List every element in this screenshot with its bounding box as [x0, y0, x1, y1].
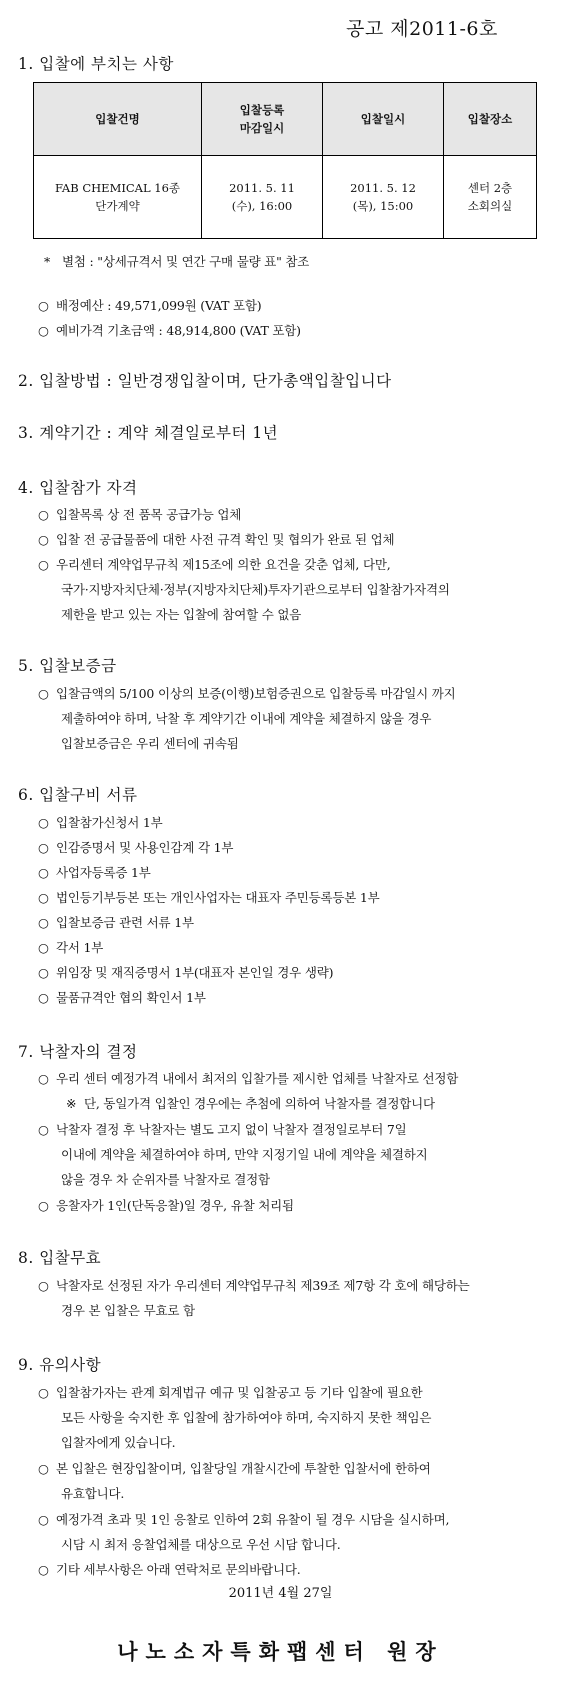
list-item-continuation: 않을 경우 차 순위자를 낙찰자로 결정함 [61, 1172, 270, 1187]
circle-bullet-icon: ○ [38, 815, 49, 830]
bid-info-table [33, 82, 537, 239]
list-item-continuation: 이내에 계약을 체결하여야 하며, 만약 지정기일 내에 계약을 체결하지 [61, 1147, 428, 1162]
section-1-title: 1. 입찰에 부치는 사항 [18, 55, 174, 73]
section-9-title: 9. 유의사항 [18, 1356, 102, 1374]
list-item-text: 각서 1부 [56, 940, 104, 955]
notice-date: 2011년 4월 27일 [228, 1586, 333, 1601]
list-item-text: 입찰 전 공급물품에 대한 사전 규격 확인 및 협의가 완료 된 업체 [56, 532, 395, 547]
cell-bid-datetime [323, 156, 444, 239]
note-text: 단, 동일가격 입찰인 경우에는 추첨에 의하여 낙찰자를 결정합니다 [84, 1096, 435, 1111]
list-item [38, 684, 456, 702]
list-item [38, 1276, 469, 1294]
list-item-continuation: 경우 본 입찰은 무효로 함 [61, 1303, 195, 1318]
list-item [38, 1120, 406, 1138]
section-8-title: 8. 입찰무효 [18, 1249, 102, 1267]
list-item [38, 1383, 422, 1401]
note-item [66, 1094, 435, 1112]
header-bid-place: 입찰장소 [444, 83, 537, 156]
section-6-title: 6. 입찰구비 서류 [18, 786, 138, 804]
list-item [38, 963, 333, 981]
list-item [38, 530, 394, 548]
list-item [38, 505, 241, 523]
list-item-text: 인감증명서 및 사용인감계 각 1부 [56, 840, 234, 855]
list-item [38, 1459, 431, 1477]
section-5-title: 5. 입찰보증금 [18, 657, 117, 675]
cell-bid-name [34, 156, 202, 239]
header-bid-datetime: 입찰일시 [323, 83, 444, 156]
circle-bullet-icon: ○ [38, 940, 49, 955]
list-item [38, 1069, 458, 1087]
circle-bullet-icon: ○ [38, 865, 49, 880]
cell-bid-name-line1: FAB CHEMICAL 16종 [54, 181, 181, 195]
header-registration-line2: 마감일시 [239, 121, 285, 135]
reference-mark-icon: ※ [66, 1096, 77, 1111]
base-price-text: 예비가격 기초금액 : 48,914,800 (VAT 포함) [56, 323, 301, 338]
list-item-text: 기타 세부사항은 아래 연락처로 문의바랍니다. [56, 1562, 301, 1577]
circle-bullet-icon: ○ [38, 990, 49, 1005]
circle-bullet-icon: ○ [38, 1278, 49, 1293]
list-item [38, 888, 380, 906]
list-item-text: 본 입찰은 현장입찰이며, 입찰당일 개찰시간에 투찰한 입찰서에 한하여 [56, 1461, 431, 1476]
header-bid-name: 입찰건명 [34, 83, 202, 156]
circle-bullet-icon: ○ [38, 532, 49, 547]
circle-bullet-icon: ○ [38, 1122, 49, 1137]
circle-bullet-icon: ○ [38, 1461, 49, 1476]
list-item-continuation: 입찰자에게 있습니다. [61, 1435, 176, 1450]
attachment-note [44, 252, 309, 270]
circle-bullet-icon: ○ [38, 507, 49, 522]
circle-bullet-icon: ○ [38, 965, 49, 980]
circle-bullet-icon: ○ [38, 1512, 49, 1527]
list-item-text: 위임장 및 재직증명서 1부(대표자 본인일 경우 생략) [56, 965, 334, 980]
notice-number: 공고 제2011-6호 [346, 18, 498, 40]
list-item-text: 입찰금액의 5/100 이상의 보증(이행)보험증권으로 입찰등록 마감일시 까지 [56, 686, 456, 701]
signer: 나노소자특화팹센터 원장 [117, 1639, 444, 1664]
list-item-text: 예정가격 초과 및 1인 응찰로 인하여 2회 유찰이 될 경우 시담을 실시하며, [56, 1512, 450, 1527]
list-item-text: 우리 센터 예정가격 내에서 최저의 입찰가를 제시한 업체를 낙찰자로 선정함 [56, 1071, 459, 1086]
star-icon: * [44, 254, 51, 269]
circle-bullet-icon: ○ [38, 915, 49, 930]
list-item-text: 물품규격안 협의 확인서 1부 [56, 990, 206, 1005]
circle-bullet-icon: ○ [38, 323, 49, 338]
cell-deadline [202, 156, 323, 239]
list-item [38, 321, 301, 339]
budget-text: 배정예산 : 49,571,099원 (VAT 포함) [56, 298, 262, 313]
circle-bullet-icon: ○ [38, 1385, 49, 1400]
circle-bullet-icon: ○ [38, 557, 49, 572]
table-header-row [34, 83, 537, 156]
list-item-continuation: 국가·지방자치단체·정부(지방자치단체)투자기관으로부터 입찰참가자격의 [61, 582, 450, 597]
list-item [38, 913, 194, 931]
list-item-text: 사업자등록증 1부 [56, 865, 151, 880]
list-item-text: 법인등기부등본 또는 개인사업자는 대표자 주민등록등본 1부 [56, 890, 380, 905]
circle-bullet-icon: ○ [38, 840, 49, 855]
circle-bullet-icon: ○ [38, 890, 49, 905]
circle-bullet-icon: ○ [38, 1562, 49, 1577]
list-item [38, 938, 103, 956]
section-7-title: 7. 낙찰자의 결정 [18, 1043, 138, 1061]
list-item [38, 988, 206, 1006]
list-item-text: 입찰참가신청서 1부 [56, 815, 163, 830]
list-item-continuation: 제출하여야 하며, 낙찰 후 계약기간 이내에 계약을 체결하지 않을 경우 [61, 711, 432, 726]
list-item [38, 813, 163, 831]
list-item-continuation: 입찰보증금은 우리 센터에 귀속됨 [61, 736, 239, 751]
table-row [34, 156, 537, 239]
attachment-note-text: 별첨 : "상세규격서 및 연간 구매 물량 표" 참조 [62, 254, 310, 269]
header-registration-line1: 입찰등록 [239, 103, 285, 117]
list-item [38, 863, 151, 881]
list-item-text: 낙찰자 결정 후 낙찰자는 별도 고지 없이 낙찰자 결정일로부터 7일 [56, 1122, 407, 1137]
cell-bid-name-line2: 단가계약 [95, 199, 140, 213]
cell-deadline-line1: 2011. 5. 11 [229, 181, 295, 195]
list-item-continuation: 모든 사항을 숙지한 후 입찰에 참가하여야 하며, 숙지하지 못한 책임은 [61, 1410, 432, 1425]
cell-bid-datetime-line2: (목), 15:00 [352, 199, 414, 213]
cell-bid-place-line1: 센터 2층 [467, 181, 513, 195]
cell-bid-datetime-line1: 2011. 5. 12 [350, 181, 416, 195]
list-item-continuation: 제한을 받고 있는 자는 입찰에 참여할 수 없음 [61, 607, 302, 622]
list-item-text: 입찰보증금 관련 서류 1부 [56, 915, 194, 930]
list-item-text: 입찰참가자는 관계 회계법규 예규 및 입찰공고 등 기타 입찰에 필요한 [56, 1385, 423, 1400]
list-item [38, 555, 390, 573]
circle-bullet-icon: ○ [38, 1071, 49, 1086]
list-item-text: 우리센터 계약업무규칙 제15조에 의한 요건을 갖춘 업체, 다만, [56, 557, 391, 572]
list-item [38, 1196, 294, 1214]
cell-bid-place-line2: 소회의실 [467, 199, 513, 213]
section-2-title: 2. 입찰방법 : 일반경쟁입찰이며, 단가총액입찰입니다 [18, 372, 392, 390]
header-registration-deadline [202, 83, 323, 156]
section-3-title: 3. 계약기간 : 계약 체결일로부터 1년 [18, 424, 279, 442]
circle-bullet-icon: ○ [38, 1198, 49, 1213]
circle-bullet-icon: ○ [38, 686, 49, 701]
list-item [38, 296, 261, 314]
circle-bullet-icon: ○ [38, 298, 49, 313]
list-item-continuation: 시담 시 최저 응찰업체를 대상으로 우선 시담 합니다. [61, 1537, 341, 1552]
cell-deadline-line2: (수), 16:00 [231, 199, 293, 213]
cell-bid-place [444, 156, 537, 239]
list-item-text: 낙찰자로 선정된 자가 우리센터 계약업무규칙 제39조 제7항 각 호에 해당하는 [56, 1278, 470, 1293]
section-4-title: 4. 입찰참가 자격 [18, 479, 138, 497]
list-item [38, 1560, 301, 1578]
list-item-text: 응찰자가 1인(단독응찰)일 경우, 유찰 처리됨 [56, 1198, 294, 1213]
list-item-text: 입찰목록 상 전 품목 공급가능 업체 [56, 507, 242, 522]
list-item [38, 838, 233, 856]
list-item [38, 1510, 449, 1528]
list-item-continuation: 유효합니다. [61, 1486, 125, 1501]
